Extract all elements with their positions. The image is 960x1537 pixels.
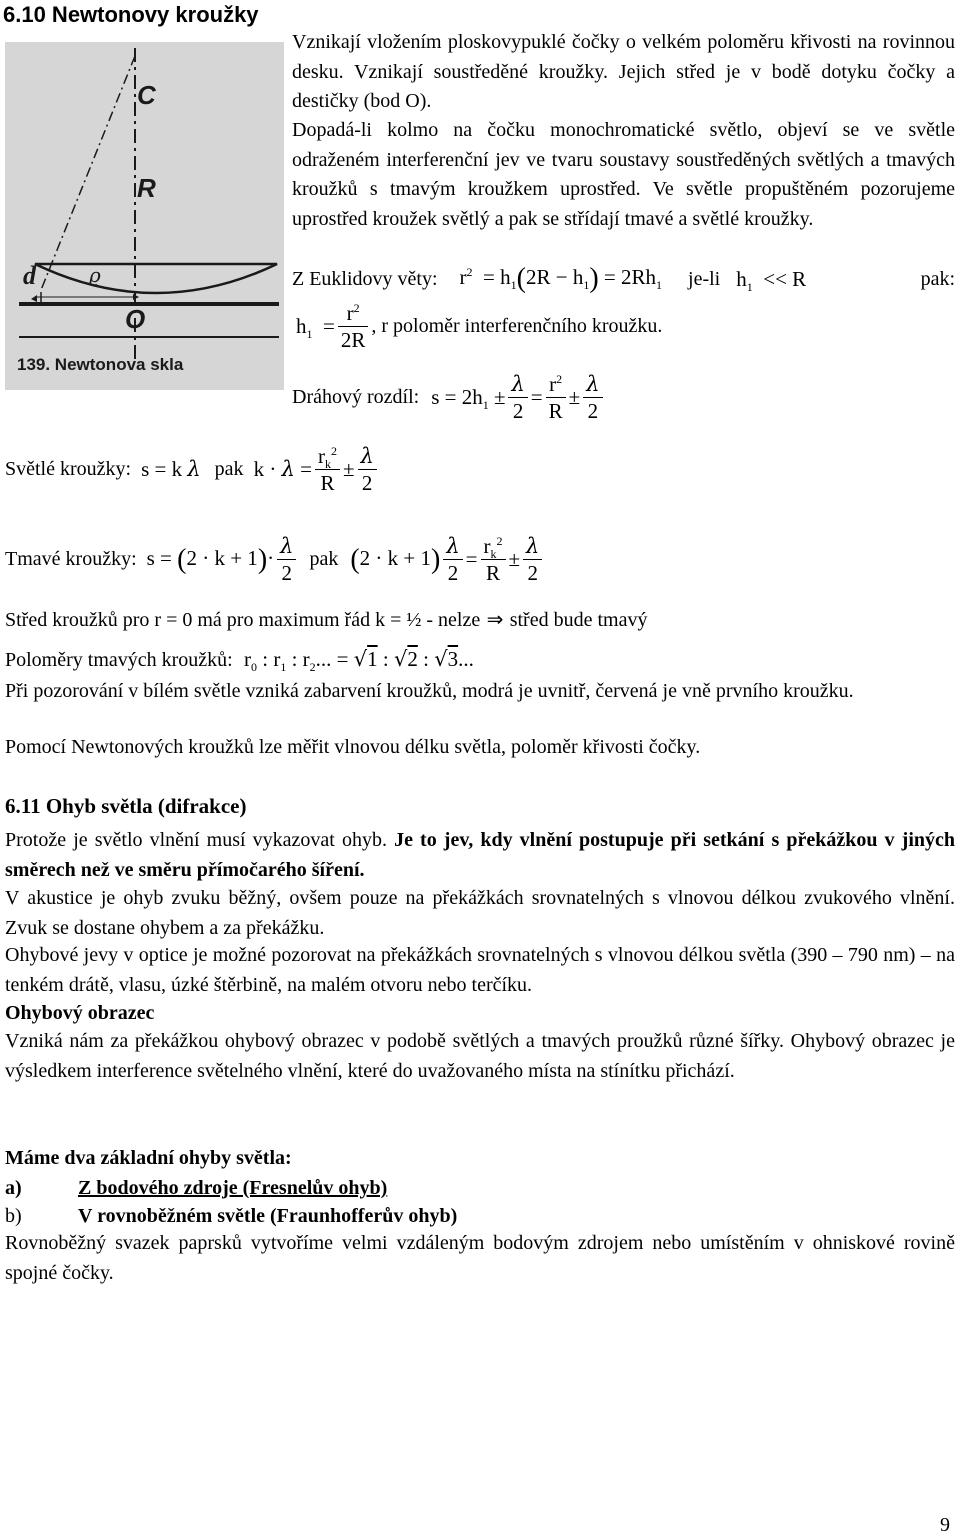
label-d: d xyxy=(23,261,36,290)
euclid-lead: Z Euklidovy věty: xyxy=(292,267,438,290)
path-difference-formula: Dráhový rozdíl: $s = 2h_1$ ± $\frac{\lambda}{2}$ = $\frac{r^2}{R}$ ± $\frac{\lambda}{2}$ xyxy=(292,371,606,424)
figure-caption: 139. Newtonova skla xyxy=(17,355,184,374)
two-types-heading: Máme dva základní ohyby světla: xyxy=(5,1147,292,1169)
optics-paragraph: Ohybové jevy v optice je možné pozorovat na překážkách srovnatelných s vlnovou délkou světla (390 – 790 nm) – na tenkém drátě, vlasu, úzké štěrbině, na malém otvoru nebo terčíku. xyxy=(5,944,955,996)
dark-rings-formula: Tmavé kroužky: s = (2 · k + 1)· $\frac{\lambda}{2}$ pak (2 · k + 1) $\frac{\lambda}{2}$ = $\frac{r_k^2}{R}$ ± $\frac{\lambda}{2}$ xyxy=(5,533,545,586)
monochromatic-paragraph: Dopadá-li kolmo na čočku monochromatické světlo, objeví se ve světle odraženém interferenční jev ve tvaru soustavy soustředěných světlých a tmavých kroužků s tmavým kroužkem uprostřed. Ve světle propuštěném pozorujeme uprostřed kroužek světlý a pak se střídají tmavé a světlé kroužky. xyxy=(292,119,955,230)
section-heading: 6.10 Newtonovy kroužky xyxy=(3,2,259,27)
center-line xyxy=(5,607,647,632)
parallel-paragraph: Rovnoběžný svazek paprsků vytvoříme velmi vzdáleným bodovým zdrojem nebo umístěním v ohniskové rovině spojné čočky. xyxy=(5,1232,955,1284)
type-b-marker: b) xyxy=(5,1205,22,1227)
type-a-marker: a) xyxy=(5,1177,22,1199)
type-a-text: Z bodového zdroje (Fresnelův ohyb) xyxy=(78,1177,388,1199)
radii-line: Poloměry tmavých kroužků: $r_0$ : $r_1$ : $r_2$... = √1 : √2 : √3... xyxy=(5,647,474,675)
center-line-text: Střed kroužků pro r = 0 má pro maximum řád k = ½ - nelze xyxy=(5,609,481,631)
implies-arrow-icon: ⇒ xyxy=(480,607,510,631)
pak-word-2: pak xyxy=(309,548,339,570)
euclid-condition-expr: $h_1 << R$ xyxy=(736,266,807,294)
type-b-item xyxy=(5,1204,458,1228)
pattern-subheading: Ohybový obrazec xyxy=(5,1002,155,1024)
page-number: 9 xyxy=(940,1514,950,1536)
center-conclusion: střed bude tmavý xyxy=(509,609,648,631)
label-rho: ϱ xyxy=(89,263,101,287)
h1-fraction: $\frac{r^2}{2R}$ xyxy=(338,300,369,353)
radii-label: Poloměry tmavých kroužků: xyxy=(5,649,233,671)
label-r: R xyxy=(137,173,156,203)
diffraction-intro xyxy=(5,826,955,885)
radius-note: , r poloměr interferenčního kroužku. xyxy=(371,315,663,337)
newton-rings-figure xyxy=(5,42,284,390)
euclid-tail: pak: xyxy=(920,267,955,290)
intro-paragraph: Vznikají vložením ploskovypuklé čočky o velkém poloměru křivosti na rovinnou desku. Vznikají soustředěné kroužky. Jejich střed je v bodě dotyku čočky a destičky (bod O). xyxy=(292,31,955,112)
bright-rings-formula: Světlé kroužky: s = k λ pak k · λ = $\frac{r_k^2}{R}$ ± $\frac{\lambda}{2}$ xyxy=(5,443,380,496)
white-light-paragraph: Při pozorování v bílém světle vzniká zabarvení kroužků, modrá je uvnitř, červená je vně prvního kroužku. xyxy=(5,680,854,702)
diffraction-definition: Je to jev, kdy vlnění postupuje při setkání s překážkou v jiných směrech než ve směru přímočarého šíření. xyxy=(5,829,955,881)
pak-word: pak xyxy=(214,458,244,480)
euclid-formula xyxy=(292,263,955,295)
euclid-equation: $r^2 = h_1(2R - h_1) = 2Rh_1$ xyxy=(459,263,663,294)
acoustics-paragraph: V akustice je ohyb zvuku běžný, ovšem pouze na překážkách srovnatelných s vlnovou délkou zvukového vlnění. Zvuk se dostane ohybem a za překážku. xyxy=(5,887,955,939)
type-b-text: V rovnoběžném světle (Fraunhofferův ohyb) xyxy=(78,1205,458,1227)
label-c: C xyxy=(137,80,156,110)
h1-formula: $h_1$ = $\frac{r^2}{2R}$ , r poloměr interferenčního kroužku. xyxy=(296,301,663,352)
label-o: O xyxy=(125,304,146,334)
type-a-item xyxy=(5,1176,388,1200)
lens-diagram xyxy=(5,42,284,390)
path-diff-label: Dráhový rozdíl: xyxy=(292,386,420,408)
measure-line: Pomocí Newtonových kroužků lze měřit vlnovou délku světla, poloměr křivosti čočky. xyxy=(5,736,701,758)
pattern-paragraph: Vzniká nám za překážkou ohybový obrazec v podobě světlých a tmavých proužků různé šířky. Ohybový obrazec je výsledkem interference světelného vlnění, které do uvažovaného místa na stínítku přichází. xyxy=(5,1030,955,1082)
dark-label: Tmavé kroužky: xyxy=(5,548,137,570)
bright-label: Světlé kroužky: xyxy=(5,458,132,480)
diffraction-intro-plain: Protože je světlo vlnění musí vykazovat ohyb. xyxy=(5,829,395,851)
euclid-condition: je-li xyxy=(688,267,721,290)
section-heading-611: 6.11 Ohyb světla (difrakce) xyxy=(5,794,247,818)
